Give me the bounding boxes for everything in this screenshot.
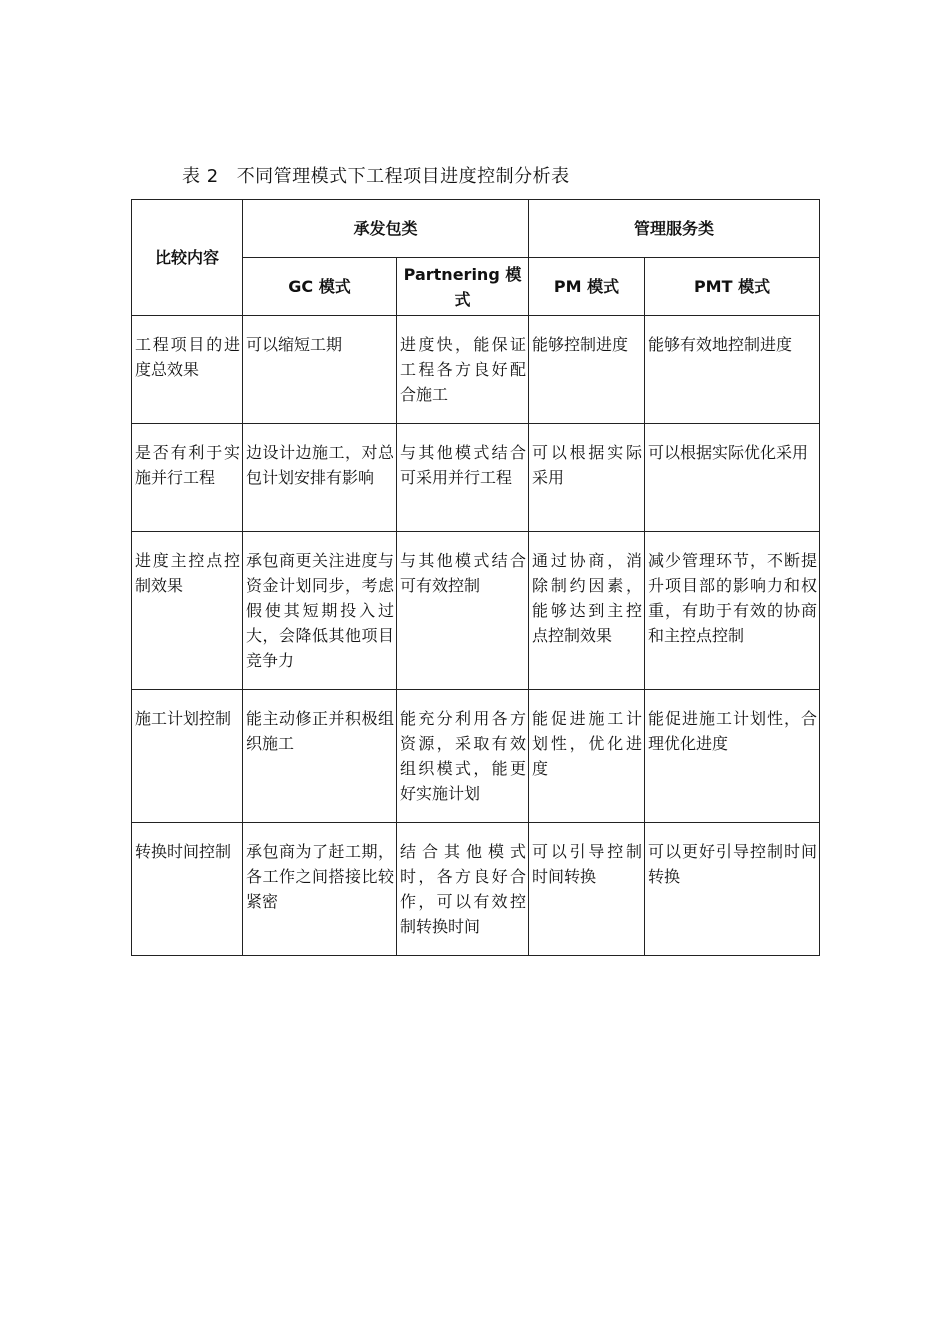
table-cell: 能充分利用各方资源，采取有效组织模式，能更好实施计划 bbox=[397, 690, 529, 823]
table-cell: 承包商为了赶工期，各工作之间搭接比较紧密 bbox=[243, 823, 397, 956]
table-caption bbox=[182, 162, 570, 188]
group-header-management: 管理服务类 bbox=[529, 200, 820, 258]
corner-header: 比较内容 bbox=[132, 200, 243, 316]
table-cell: 边设计边施工，对总包计划安排有影响 bbox=[243, 424, 397, 532]
table-title: 不同管理模式下工程项目进度控制分析表 bbox=[236, 166, 570, 187]
column-header-pmt: PMT 模式 bbox=[645, 258, 820, 316]
header-row-groups bbox=[132, 200, 820, 258]
table-cell: 能主动修正并积极组织施工 bbox=[243, 690, 397, 823]
table-cell: 能够控制进度 bbox=[529, 316, 645, 424]
row-label: 进度主控点控制效果 bbox=[132, 532, 243, 690]
table-cell: 可以更好引导控制时间转换 bbox=[645, 823, 820, 956]
row-label: 是否有利于实施并行工程 bbox=[132, 424, 243, 532]
table-cell: 承包商更关注进度与资金计划同步，考虑假使其短期投入过大，会降低其他项目竞争力 bbox=[243, 532, 397, 690]
column-header-partnering: Partnering 模式 bbox=[397, 258, 529, 316]
table-cell: 可以根据实际采用 bbox=[529, 424, 645, 532]
table-cell: 与其他模式结合可采用并行工程 bbox=[397, 424, 529, 532]
row-label: 工程项目的进度总效果 bbox=[132, 316, 243, 424]
table-cell: 可以引导控制时间转换 bbox=[529, 823, 645, 956]
row-label: 施工计划控制 bbox=[132, 690, 243, 823]
table-cell: 进度快，能保证工程各方良好配合施工 bbox=[397, 316, 529, 424]
analysis-table bbox=[131, 199, 820, 956]
group-header-contracting: 承发包类 bbox=[243, 200, 529, 258]
table-cell: 可以缩短工期 bbox=[243, 316, 397, 424]
table-number: 表 2 bbox=[182, 166, 219, 187]
row-label: 转换时间控制 bbox=[132, 823, 243, 956]
table-cell: 通过协商，消除制约因素，能够达到主控点控制效果 bbox=[529, 532, 645, 690]
table-row bbox=[132, 316, 820, 424]
table-cell: 能够有效地控制进度 bbox=[645, 316, 820, 424]
table-row bbox=[132, 424, 820, 532]
table-cell: 与其他模式结合可有效控制 bbox=[397, 532, 529, 690]
table-row bbox=[132, 690, 820, 823]
table-cell: 可以根据实际优化采用 bbox=[645, 424, 820, 532]
table-cell: 结合其他模式时，各方良好合作，可以有效控制转换时间 bbox=[397, 823, 529, 956]
table-cell: 能促进施工计划性，合理优化进度 bbox=[645, 690, 820, 823]
column-header-gc: GC 模式 bbox=[243, 258, 397, 316]
column-header-pm: PM 模式 bbox=[529, 258, 645, 316]
table-row bbox=[132, 532, 820, 690]
table-row bbox=[132, 823, 820, 956]
table-cell: 减少管理环节，不断提升项目部的影响力和权重，有助于有效的协商和主控点控制 bbox=[645, 532, 820, 690]
table-cell: 能促进施工计划性，优化进度 bbox=[529, 690, 645, 823]
